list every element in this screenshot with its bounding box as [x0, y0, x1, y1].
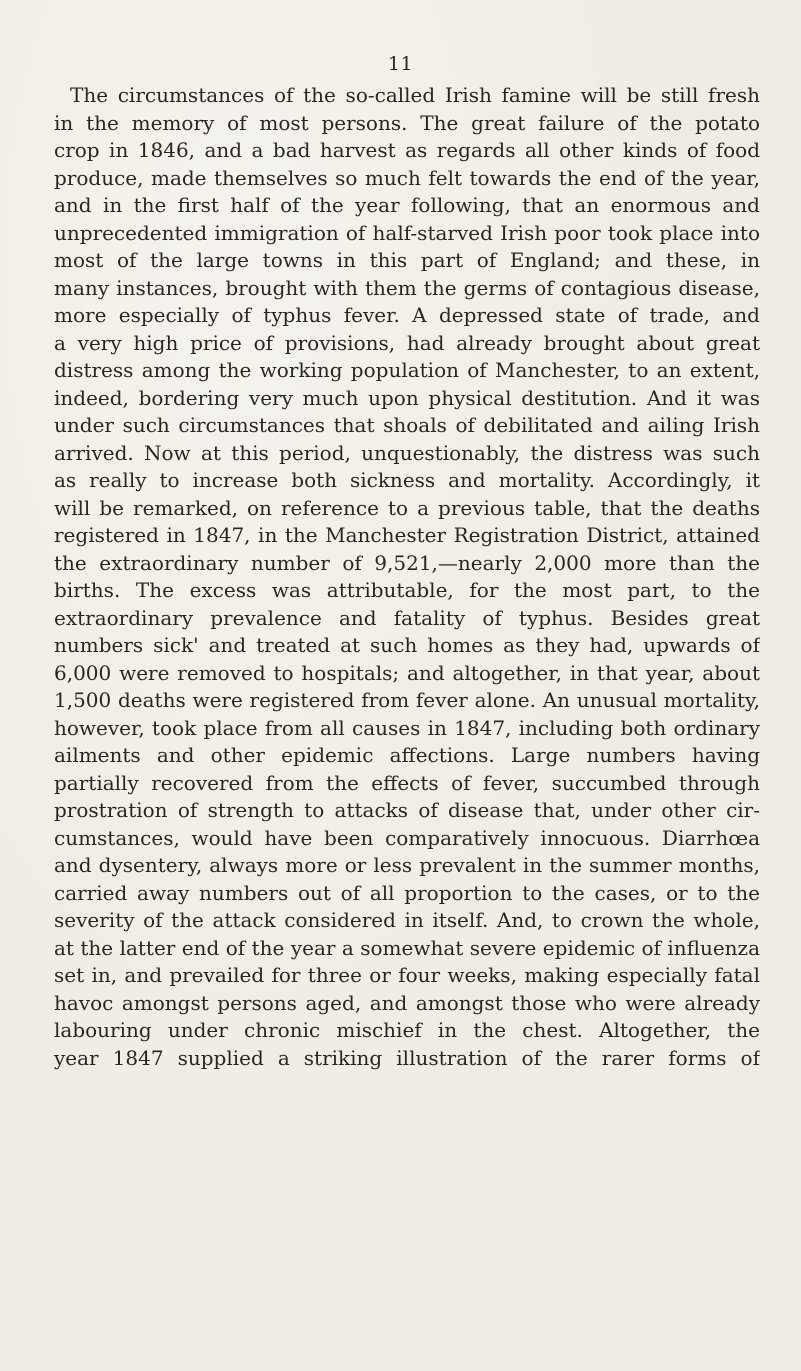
text-line: numbers sick' and treated at such homes as they had, upwards of	[54, 633, 760, 657]
text-line: more especially of typhus fever. A depressed state of trade, and	[54, 303, 760, 327]
text-line: the extraordinary number of 9,521,—nearly 2,000 more than the	[54, 550, 760, 575]
text-line: under such circumstances that shoals of debilitated and ailing Irish	[54, 413, 760, 437]
text-line: a very high price of provisions, had already brought about great	[54, 330, 760, 355]
text-line: and dysentery, always more or less prevalent in the summer months,	[54, 853, 760, 877]
text-line: indeed, bordering very much upon physical destitution. And it was	[54, 385, 760, 410]
text-line: unprecedented immigration of half-starved Irish poor took place into	[54, 220, 760, 245]
body-text	[54, 82, 760, 1072]
text-line: havoc amongst persons aged, and amongst those who were already	[54, 990, 760, 1015]
text-line: produce, made themselves so much felt towards the end of the year,	[54, 165, 760, 190]
text-line: labouring under chronic mischief in the chest. Altogether, the	[54, 1018, 760, 1042]
text-line: ailments and other epidemic affections. Large numbers having	[54, 743, 760, 767]
text-line: partially recovered from the effects of fever, succumbed through	[54, 770, 760, 795]
text-line: severity of the attack considered in itself. And, to crown the whole,	[54, 908, 760, 932]
text-line: and in the first half of the year following, that an enormous and	[54, 193, 760, 217]
text-line: many instances, brought with them the germs of contagious disease,	[54, 275, 760, 300]
text-line: year 1847 supplied a striking illustration of the rarer forms of	[54, 1045, 760, 1070]
text-line: will be remarked, on reference to a previous table, that the deaths	[54, 495, 760, 520]
text-line: however, took place from all causes in 1847, including both ordinary	[54, 715, 760, 740]
text-line: The circumstances of the so-called Irish famine will be still fresh	[70, 83, 760, 107]
text-line: extraordinary prevalence and fatality of typhus. Besides great	[54, 605, 760, 630]
text-line: 1,500 deaths were registered from fever alone. An unusual mortality,	[54, 688, 760, 712]
text-line: prostration of strength to attacks of disease that, under other cir-	[54, 798, 760, 822]
text-line: arrived. Now at this period, unquestionably, the distress was such	[54, 440, 760, 465]
text-line: distress among the working population of Manchester, to an extent,	[54, 358, 760, 382]
text-line: carried away numbers out of all proportion to the cases, or to the	[54, 880, 760, 905]
text-line: cumstances, would have been comparatively innocuous. Diarrhœa	[54, 825, 760, 850]
text-line: in the memory of most persons. The great failure of the potato	[54, 110, 760, 135]
text-line: as really to increase both sickness and mortality. Accordingly, it	[54, 468, 760, 492]
text-line: crop in 1846, and a bad harvest as regards all other kinds of food	[54, 138, 760, 162]
text-line: at the latter end of the year a somewhat severe epidemic of influenza	[54, 935, 760, 960]
text-line: 6,000 were removed to hospitals; and altogether, in that year, about	[54, 660, 760, 685]
text-line: births. The excess was attributable, for the most part, to the	[54, 578, 760, 602]
text-line: most of the large towns in this part of England; and these, in	[54, 248, 760, 272]
page-number: 11	[387, 53, 414, 75]
text-line: set in, and prevailed for three or four weeks, making especially fatal	[54, 963, 760, 987]
text-line: registered in 1847, in the Manchester Registration District, attained	[54, 523, 760, 547]
